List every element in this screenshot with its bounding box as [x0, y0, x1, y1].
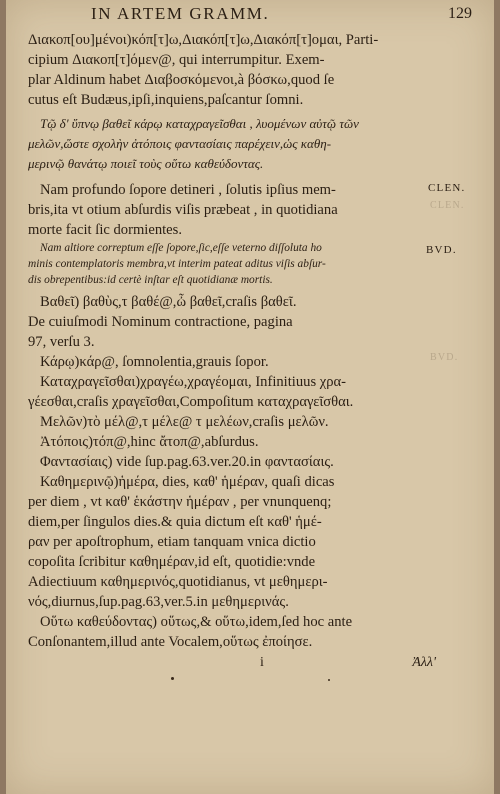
text-line: plar Aldinum habet Διαβοσκόμενοι,à βόσκω,quod ſe	[28, 72, 335, 88]
entry-line: Βαθεῖ) βαθὺς,τ βαθέ@,ὦ βαθεῖ,craſis βαθεῖ.	[40, 294, 297, 310]
page-footer	[28, 655, 436, 675]
text-line: bris,ita vt otium abſurdis viſis præbeat , in quotidiana	[28, 202, 338, 218]
text-line: cutus eſt Budæus,ipſi,inquiens,paſcantur ſomni.	[28, 92, 304, 108]
italic-line: minis contemplatoris membra,vt interim pateat aditus viſis abſur-	[28, 258, 326, 270]
margin-note-clen-faint: CLEN.	[430, 200, 465, 211]
entry-line: Ἀτόποις)τόπ@,hinc ἄτοπ@,abſurdus.	[40, 434, 259, 450]
entry-line: Adiectiuum καθημερινός,quotidianus, vt μεθημερι-	[28, 574, 328, 590]
running-head: IN ARTEM GRAMM.	[91, 4, 270, 23]
entry-line: Καταχραγεῖσθαι)χραγέω,χραγέομαι, Infinitiuus χρα-	[40, 374, 347, 390]
ink-speck	[171, 677, 174, 680]
page-number: 129	[448, 5, 472, 22]
entry-line: per diem , vt καθ' ἑκάστην ἡμέραν , per vnunquenq;	[28, 494, 332, 510]
catchword: Ἀλλ'	[412, 655, 436, 670]
italic-line: dis obrepentibus:id certè inſtar eſt quotidianæ mortis.	[28, 274, 273, 286]
entry-line: 97, verſu 3.	[28, 334, 95, 350]
entry-line: Conſonantem,illud ante Vocalem,οὕτως ἐποίησε.	[28, 634, 313, 650]
margin-note-bud-faint: BVD.	[430, 352, 459, 363]
greek-line: μερινῷ θανάτῳ ποιεῖ τοὺς οὕτω καθεύδοντας.	[28, 156, 264, 171]
entry-line: γέεσθαι,craſis χραγεῖσθαι,Compoſitum καταχραγεῖσθαι.	[28, 394, 354, 410]
greek-quotation	[28, 114, 416, 174]
entry-line: Κάρῳ)κάρ@, ſomnolentia,grauis ſopor.	[40, 354, 269, 370]
paragraph-1	[28, 30, 416, 110]
book-page	[6, 0, 494, 794]
italic-line: Nam altiore correptum eſſe ſopore,ſic,eſſe veterno diſſoluta ho	[40, 242, 322, 254]
entry-line: Φαντασίαις) vide ſup.pag.63.ver.20.in φαντασίαις.	[40, 454, 334, 470]
margin-note-bud: BVD.	[426, 244, 457, 256]
page-content	[6, 0, 494, 794]
commentary-entries	[28, 292, 416, 652]
entry-line: Καθημερινῷ)ἡμέρα, dies, καθ' ἡμέραν, quaſi dicas	[40, 474, 335, 490]
entry-line: De cuiuſmodi Nominum contractione, pagina	[28, 314, 293, 330]
signature-mark: i	[260, 655, 264, 670]
latin-translation-clen	[28, 180, 416, 240]
text-line: Nam profundo ſopore detineri , ſolutis ipſius mem-	[40, 182, 336, 198]
entry-line: Οὕτω καθεύδοντας) οὕτως,& οὕτω,idem,ſed hoc ante	[40, 614, 353, 630]
entry-line: ραν per apoſtrophum, etiam tanquam vnica dictio	[28, 534, 316, 550]
entry-line: copoſita ſcribitur καθημέραν,id eſt, quotidie:vnde	[28, 554, 316, 570]
entry-line: diem,per ſingulos dies.& quia dictum eſt καθ' ἡμέ-	[28, 514, 322, 530]
ink-speck	[328, 679, 330, 681]
greek-line: Τῷ δ' ὕπνῳ βαθεῖ κάρῳ καταχραγεῖσθαι , λυομένων αὐτῷ τῶν	[40, 116, 359, 131]
entry-line: Μελῶν)τὸ μέλ@,τ μέλε@ τ μελέων,craſis μελῶν.	[40, 414, 329, 430]
latin-translation-bud	[28, 240, 416, 288]
greek-line: μελῶν,ὥστε σχολὴν ἀτόποις φαντασίαις παρέχειν,ὡς καθη-	[28, 136, 332, 151]
text-line: Διακοπ[ου]μένοι)κόπ[τ]ω,Διακόπ[τ]ω,Διακόπ[τ]ομαι, Parti-	[28, 32, 379, 48]
text-line: morte facit ſic dormientes.	[28, 222, 182, 238]
margin-note-clen: CLEN.	[428, 182, 466, 194]
text-line: cipium Διακοπ[τ]όμεν@, qui interrumpitur. Exem-	[28, 52, 325, 68]
entry-line: νός,diurnus,ſup.pag.63,ver.5.in μεθημερινάς.	[28, 594, 289, 610]
